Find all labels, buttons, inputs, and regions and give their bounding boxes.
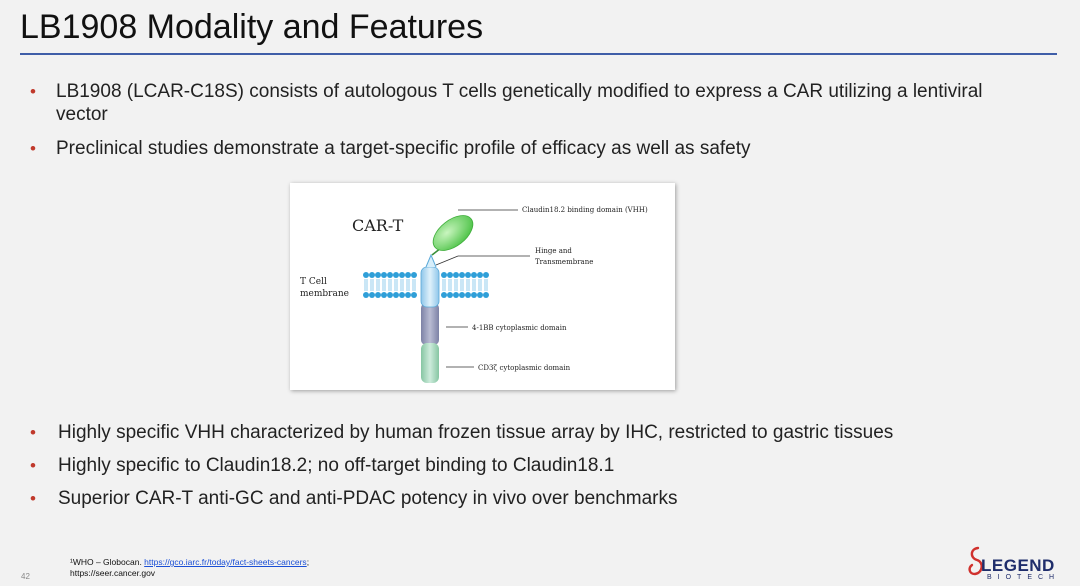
- lipid-tail: [413, 279, 415, 291]
- bullet-text: Highly specific VHH characterized by human frozen tissue array by IHC, restricted to gastric tissues: [58, 422, 894, 443]
- lipid-head: [471, 292, 477, 298]
- transmembrane-domain: [421, 267, 439, 307]
- lipid-head: [471, 272, 477, 278]
- lipid-head: [465, 292, 471, 298]
- lipid-tail: [365, 279, 367, 291]
- membrane-label-line2: membrane: [300, 289, 349, 299]
- bullet-marker: •: [30, 82, 36, 101]
- lipid-tail: [449, 279, 451, 291]
- lipid-head: [483, 292, 489, 298]
- leader-line-hinge-a: [436, 256, 458, 265]
- cd3-zeta-label: CD3ζ cytoplasmic domain: [478, 364, 571, 372]
- lipid-tail: [377, 279, 379, 291]
- lipid-head: [477, 272, 483, 278]
- lipid-head: [477, 292, 483, 298]
- lipid-tail: [395, 279, 397, 291]
- bullet-text: Preclinical studies demonstrate a target-specific profile of efficacy as well as safety: [56, 138, 751, 159]
- lipid-head: [405, 292, 411, 298]
- cd3-zeta-domain: [421, 343, 439, 383]
- lipid-tail: [461, 279, 463, 291]
- car-t-diagram-svg: [290, 183, 675, 390]
- lipid-tail: [467, 279, 469, 291]
- bullet-marker: •: [30, 423, 36, 442]
- hinge-domain: [426, 255, 436, 267]
- lipid-tail: [479, 279, 481, 291]
- lipid-head: [393, 292, 399, 298]
- 4-1bb-domain: [421, 303, 439, 345]
- lipid-head: [387, 292, 393, 298]
- vhh-binding-domain: [427, 209, 479, 258]
- footnote-line-1: [70, 557, 309, 568]
- lipid-head: [393, 272, 399, 278]
- lipid-head: [369, 272, 375, 278]
- lipid-tail: [407, 279, 409, 291]
- lipid-head: [381, 292, 387, 298]
- page-number: 42: [21, 572, 30, 581]
- lipid-tail: [455, 279, 457, 291]
- lipid-head: [441, 272, 447, 278]
- lipid-head: [363, 272, 369, 278]
- lipid-head: [387, 272, 393, 278]
- membrane-label-line1: T Cell: [300, 277, 327, 287]
- car-t-diagram: [290, 183, 675, 390]
- lipid-head: [411, 272, 417, 278]
- lipid-head: [447, 272, 453, 278]
- lipid-head: [453, 272, 459, 278]
- bullet-item: [30, 487, 1030, 510]
- bullet-marker: •: [30, 489, 36, 508]
- lipid-head: [459, 272, 465, 278]
- logo-subtitle: BIOTECH: [987, 574, 1061, 581]
- slide-title: LB1908 Modality and Features: [20, 8, 484, 46]
- lipid-head: [447, 292, 453, 298]
- lipid-tail: [485, 279, 487, 291]
- 4-1bb-label: 4-1BB cytoplasmic domain: [472, 324, 567, 332]
- lipid-tail: [473, 279, 475, 291]
- footnote-link[interactable]: https://gco.iarc.fr/today/fact-sheets-cancers: [144, 557, 307, 567]
- bullet-text: Highly specific to Claudin18.2; no off-target binding to Claudin18.1: [58, 455, 615, 476]
- footnote-suffix: ;: [306, 557, 310, 567]
- bullet-marker: •: [30, 139, 36, 158]
- hinge-label-line1: Hinge and: [535, 247, 572, 255]
- lipid-tail: [401, 279, 403, 291]
- footnote-prefix: ¹WHO – Globocan.: [70, 557, 145, 567]
- lipid-head: [375, 272, 381, 278]
- lipid-head: [375, 292, 381, 298]
- lipid-head: [399, 272, 405, 278]
- bullet-marker: •: [30, 456, 36, 475]
- lipid-head: [441, 292, 447, 298]
- footnote: [70, 557, 309, 579]
- legend-biotech-logo: [966, 545, 1066, 583]
- hinge-label-line2: Transmembrane: [535, 258, 594, 266]
- lipid-head: [405, 272, 411, 278]
- lipid-tail: [389, 279, 391, 291]
- footnote-line-2: https://seer.cancer.gov: [70, 568, 156, 578]
- lipid-head: [411, 292, 417, 298]
- lipid-tail: [371, 279, 373, 291]
- lipid-head: [399, 292, 405, 298]
- bullet-text: Superior CAR-T anti-GC and anti-PDAC potency in vivo over benchmarks: [58, 488, 678, 509]
- lipid-head: [369, 292, 375, 298]
- bullet-item: [30, 421, 1030, 444]
- lipid-tail: [383, 279, 385, 291]
- lipid-head: [363, 292, 369, 298]
- binding-domain-label: Claudin18.2 binding domain (VHH): [522, 206, 648, 214]
- lipid-head: [483, 272, 489, 278]
- bullet-text: LB1908 (LCAR-C18S) consists of autologous T cells genetically modified to express a CAR utilizing a lentiviral vector: [56, 81, 983, 125]
- title-divider: [20, 53, 1057, 55]
- bullet-item: [30, 454, 1030, 477]
- lipid-head: [465, 272, 471, 278]
- lipid-tail: [443, 279, 445, 291]
- lipid-head: [453, 292, 459, 298]
- lipid-head: [459, 292, 465, 298]
- bullet-item: [30, 137, 1010, 160]
- lipid-head: [381, 272, 387, 278]
- bullet-item: [30, 80, 1010, 126]
- logo-wordmark: LEGEND: [981, 556, 1055, 575]
- top-bullet-list: [30, 80, 1010, 171]
- bottom-bullet-list: [30, 421, 1030, 520]
- diagram-title: CAR-T: [352, 216, 404, 235]
